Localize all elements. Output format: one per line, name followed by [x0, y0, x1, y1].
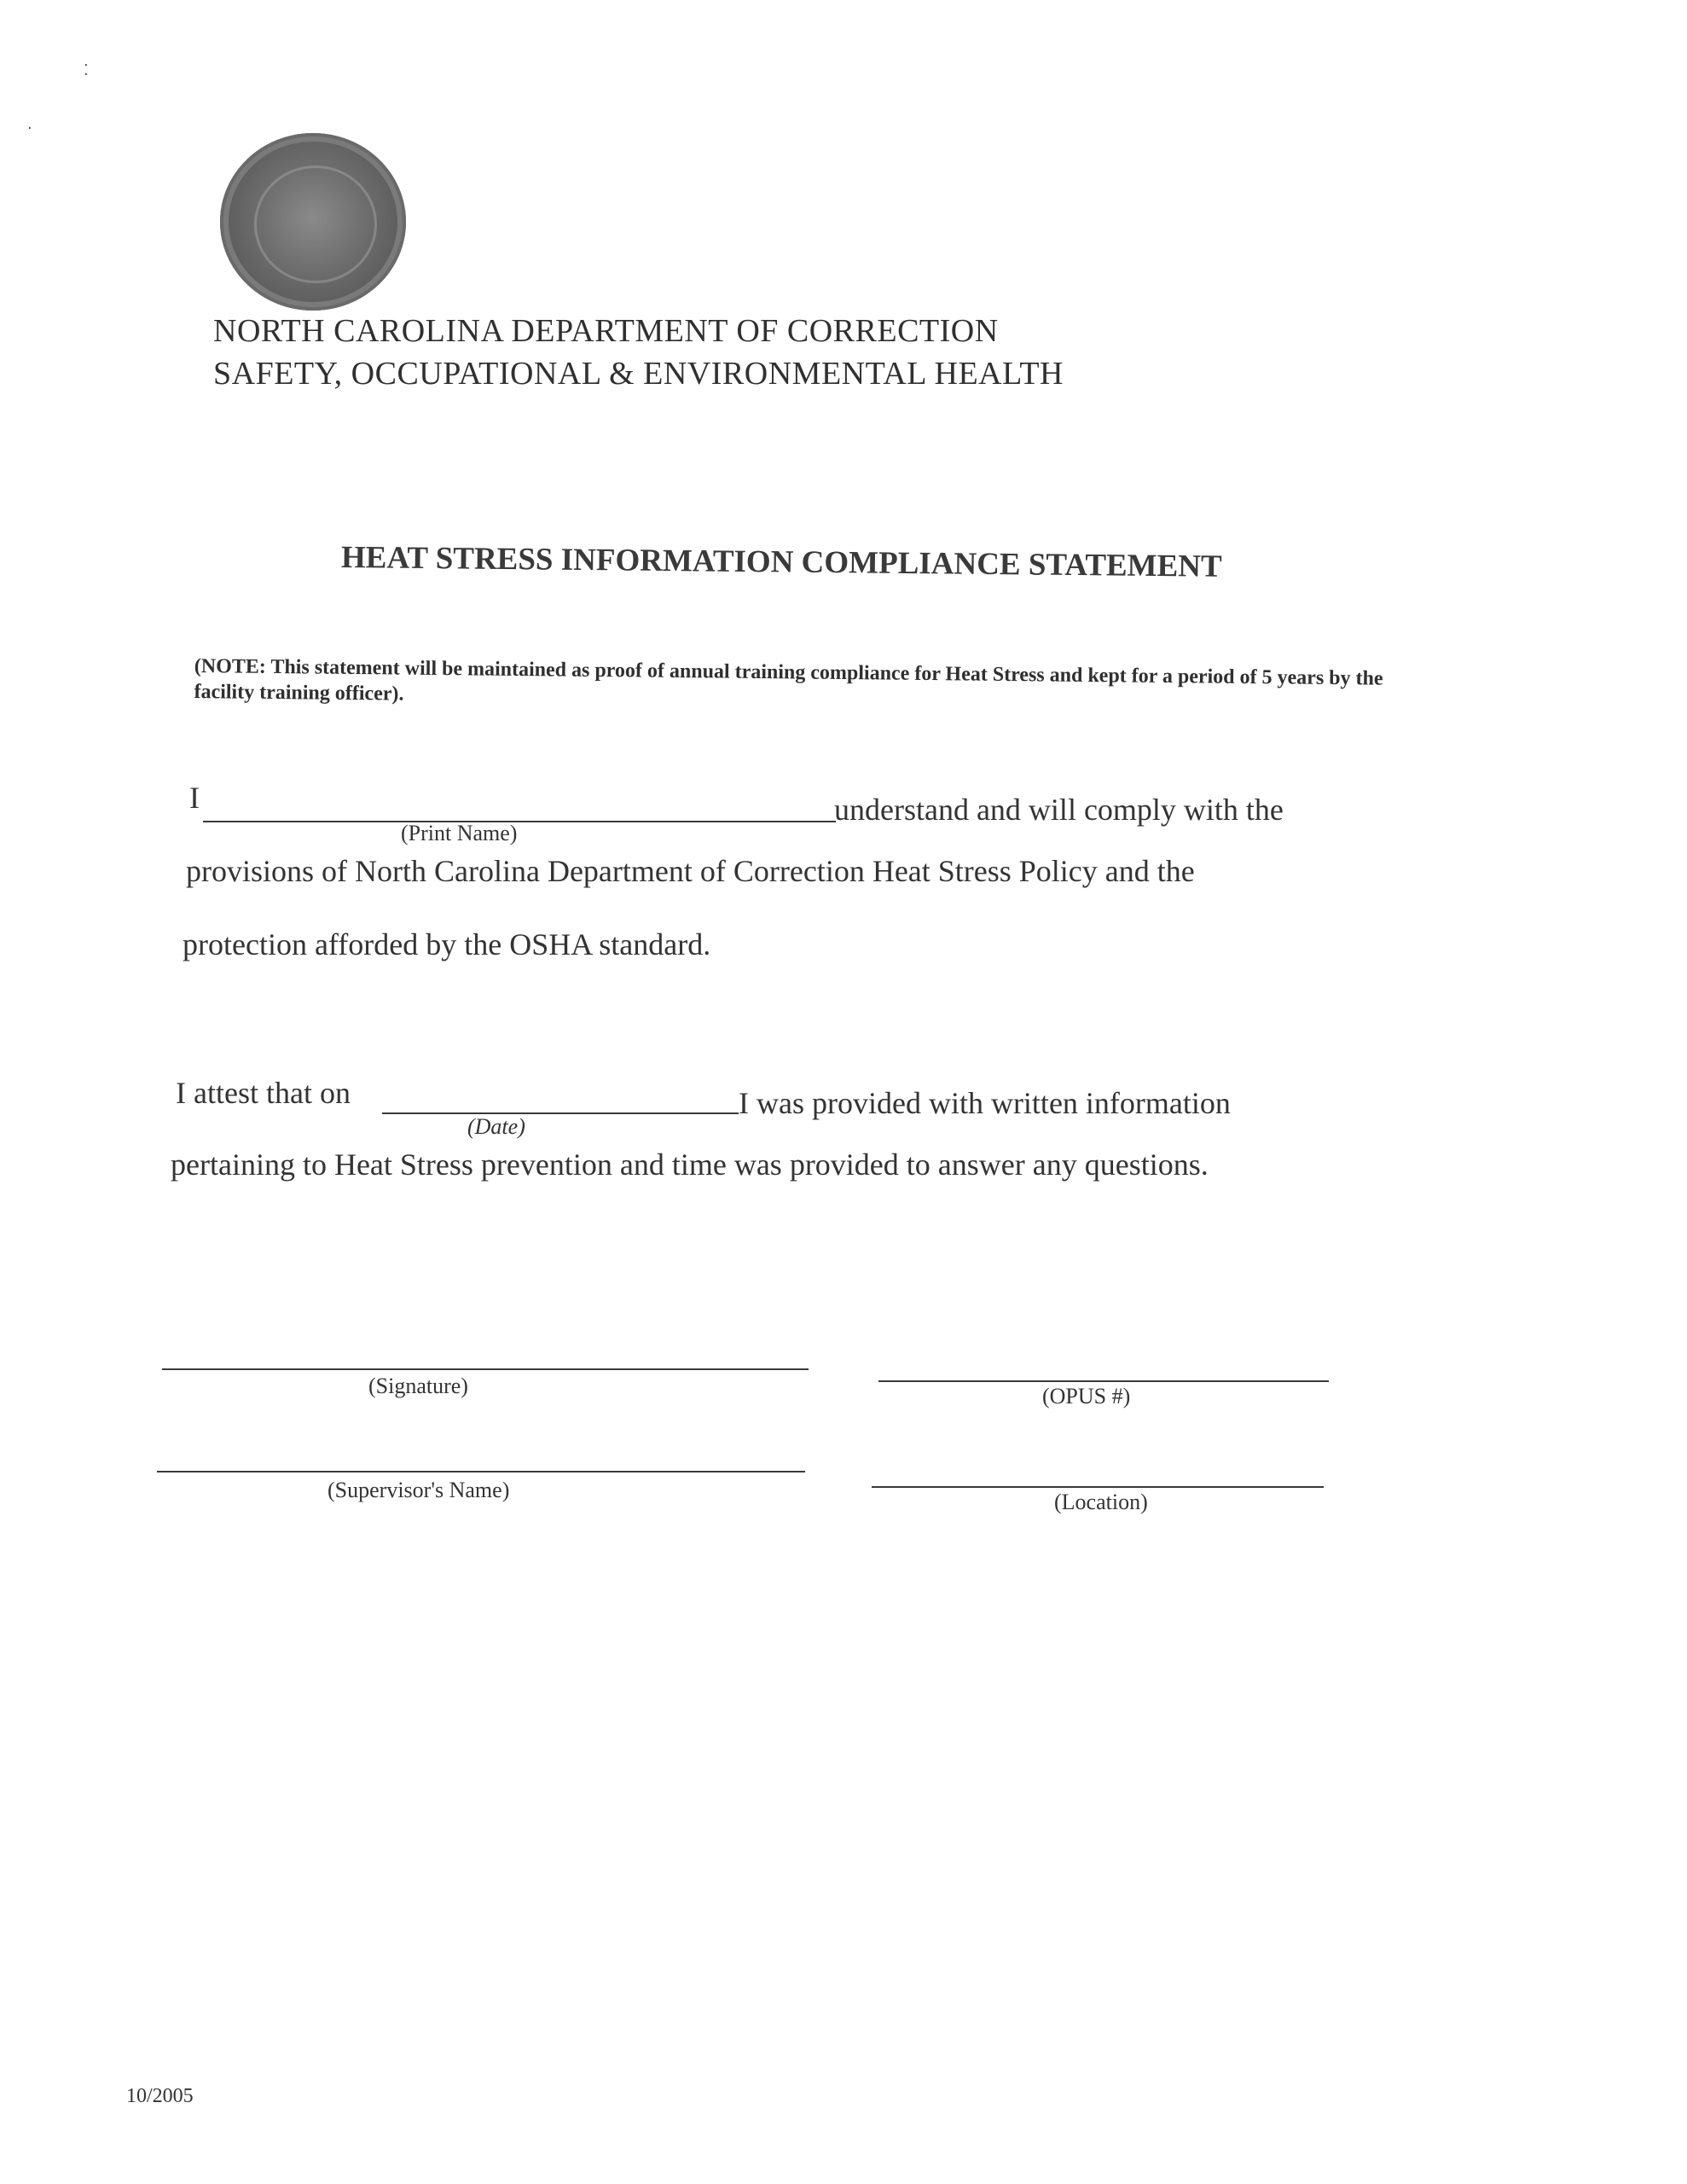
- statement1-suffix: understand and will comply with the: [834, 793, 1284, 827]
- opus-field[interactable]: [878, 1380, 1329, 1382]
- statement1-line2: provisions of North Carolina Department of Correction Heat Stress Policy and the: [186, 854, 1195, 888]
- supervisor-name-field[interactable]: [157, 1471, 805, 1472]
- form-title: HEAT STRESS INFORMATION COMPLIANCE STATEMENT: [340, 540, 1222, 584]
- letterhead-line-1: NORTH CAROLINA DEPARTMENT OF CORRECTION: [213, 313, 999, 349]
- date-field[interactable]: [382, 1112, 739, 1114]
- print-name-field[interactable]: [203, 821, 836, 822]
- statement2-suffix: I was provided with written information: [739, 1086, 1231, 1120]
- statement1-prefix: I: [189, 781, 200, 815]
- state-seal: [220, 133, 406, 311]
- location-caption: (Location): [1054, 1490, 1148, 1514]
- letterhead-line-2: SAFETY, OCCUPATIONAL & ENVIRONMENTAL HEALTH: [213, 356, 1064, 392]
- date-caption: (Date): [467, 1114, 525, 1139]
- compliance-note: (NOTE: This statement will be maintained as proof of annual training compliance for Heat Stress and kept for a period of 5 years by the facility training officer).: [194, 654, 1383, 706]
- statement2-line2: pertaining to Heat Stress prevention and time was provided to answer any questions.: [171, 1147, 1209, 1182]
- signature-caption: (Signature): [368, 1374, 468, 1398]
- print-name-caption: (Print Name): [401, 821, 518, 845]
- statement1-line3: protection afforded by the OSHA standard.: [183, 927, 711, 961]
- opus-caption: (OPUS #): [1042, 1384, 1131, 1409]
- revision-date: 10/2005: [126, 2085, 194, 2107]
- scan-speck: ⁚: [84, 61, 89, 79]
- location-field[interactable]: [872, 1486, 1324, 1488]
- scan-speck: ·: [27, 119, 32, 137]
- statement2-prefix: I attest that on: [176, 1076, 351, 1110]
- supervisor-name-caption: (Supervisor's Name): [328, 1478, 510, 1502]
- signature-field[interactable]: [162, 1368, 809, 1370]
